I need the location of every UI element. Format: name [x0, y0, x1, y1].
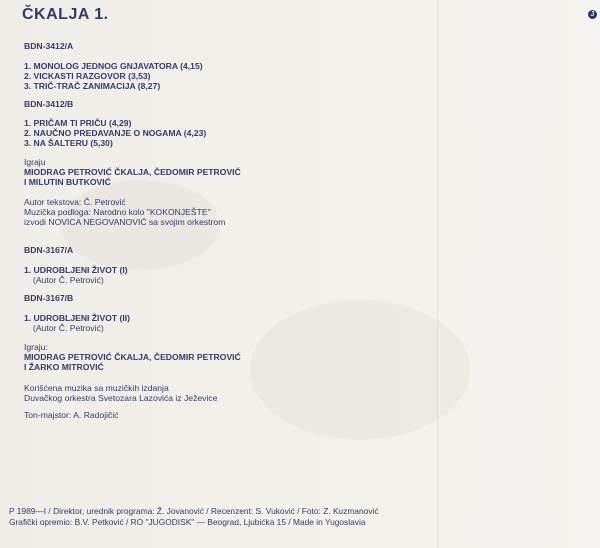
cast-label: Igraju	[24, 157, 46, 167]
credit-line: izvodi NOVICA NEGOVANOVIĆ sa svojim orkestrom	[24, 217, 226, 227]
cast-line: I ŽARKO MITROVIĆ	[24, 362, 104, 372]
track-item: 2. VICKASTI RAZGOVOR (3,53)	[24, 71, 151, 81]
track-item: 1. MONOLOG JEDNOG GNJAVATORA (4,15)	[24, 61, 203, 71]
credit-line: Muzička podloga: Narodno kolo "KOKONJEŠTE"	[24, 207, 211, 217]
cast-line: I MILUTIN BUTKOVIĆ	[24, 177, 111, 187]
side-b-code: BDN-3412/B	[24, 99, 74, 109]
track-author: (Autor Č. Petrović)	[33, 323, 104, 333]
cast-line: MIODRAG PETROVIĆ ČKALJA, ČEDOMIR PETROVIĆ	[24, 167, 241, 177]
credit-line: Korišćena muzika sa muzičkih izdanja	[24, 383, 169, 393]
sound-engineer: Ton-majstor: A. Radojičić	[24, 410, 119, 420]
label-logo-icon: J	[588, 10, 597, 19]
track-item: 1. PRIČAM TI PRIČU (4,29)	[24, 118, 132, 128]
track-item: 3. NA ŠALTERU (5,30)	[24, 138, 113, 148]
side-a-code: BDN-3412/A	[24, 41, 74, 51]
credit-line: Autor tekstova: Č. Petrović	[24, 197, 126, 207]
track-author: (Autor Č. Petrović)	[33, 275, 104, 285]
side-c-code: BDN-3167/A	[24, 245, 74, 255]
paper-stain	[250, 300, 470, 440]
cast-label: Igraju:	[24, 342, 48, 352]
credit-line: Duvačkog orkestra Svetozara Lazovića iz Ježevice	[24, 393, 218, 403]
cast-line: MIODRAG PETROVIĆ ČKALJA, ČEDOMIR PETROVIĆ	[24, 352, 241, 362]
side-d-code: BDN-3167/B	[24, 293, 74, 303]
album-title: ČKALJA 1.	[22, 6, 109, 23]
footer-line: P 1989—I / Direktor, urednik programa: Ž. Jovanović / Recenzent: S. Vuković / Foto: Z. Kuzmanović	[9, 506, 379, 516]
fold-line	[437, 0, 438, 548]
track-item: 1. UDROBLJENI ŽIVOT (II)	[24, 313, 130, 323]
track-item: 2. NAUČNO PREDAVANJE O NOGAMA (4,23)	[24, 128, 207, 138]
track-item: 3. TRIČ-TRAČ ZANIMACIJA (8,27)	[24, 81, 161, 91]
track-item: 1. UDROBLJENI ŽIVOT (I)	[24, 265, 128, 275]
footer-line: Grafički opremio: B.V. Petković / RO "JUGODISK" — Beograd, Ljubićka 15 / Made in Yugoslavia	[9, 517, 366, 527]
